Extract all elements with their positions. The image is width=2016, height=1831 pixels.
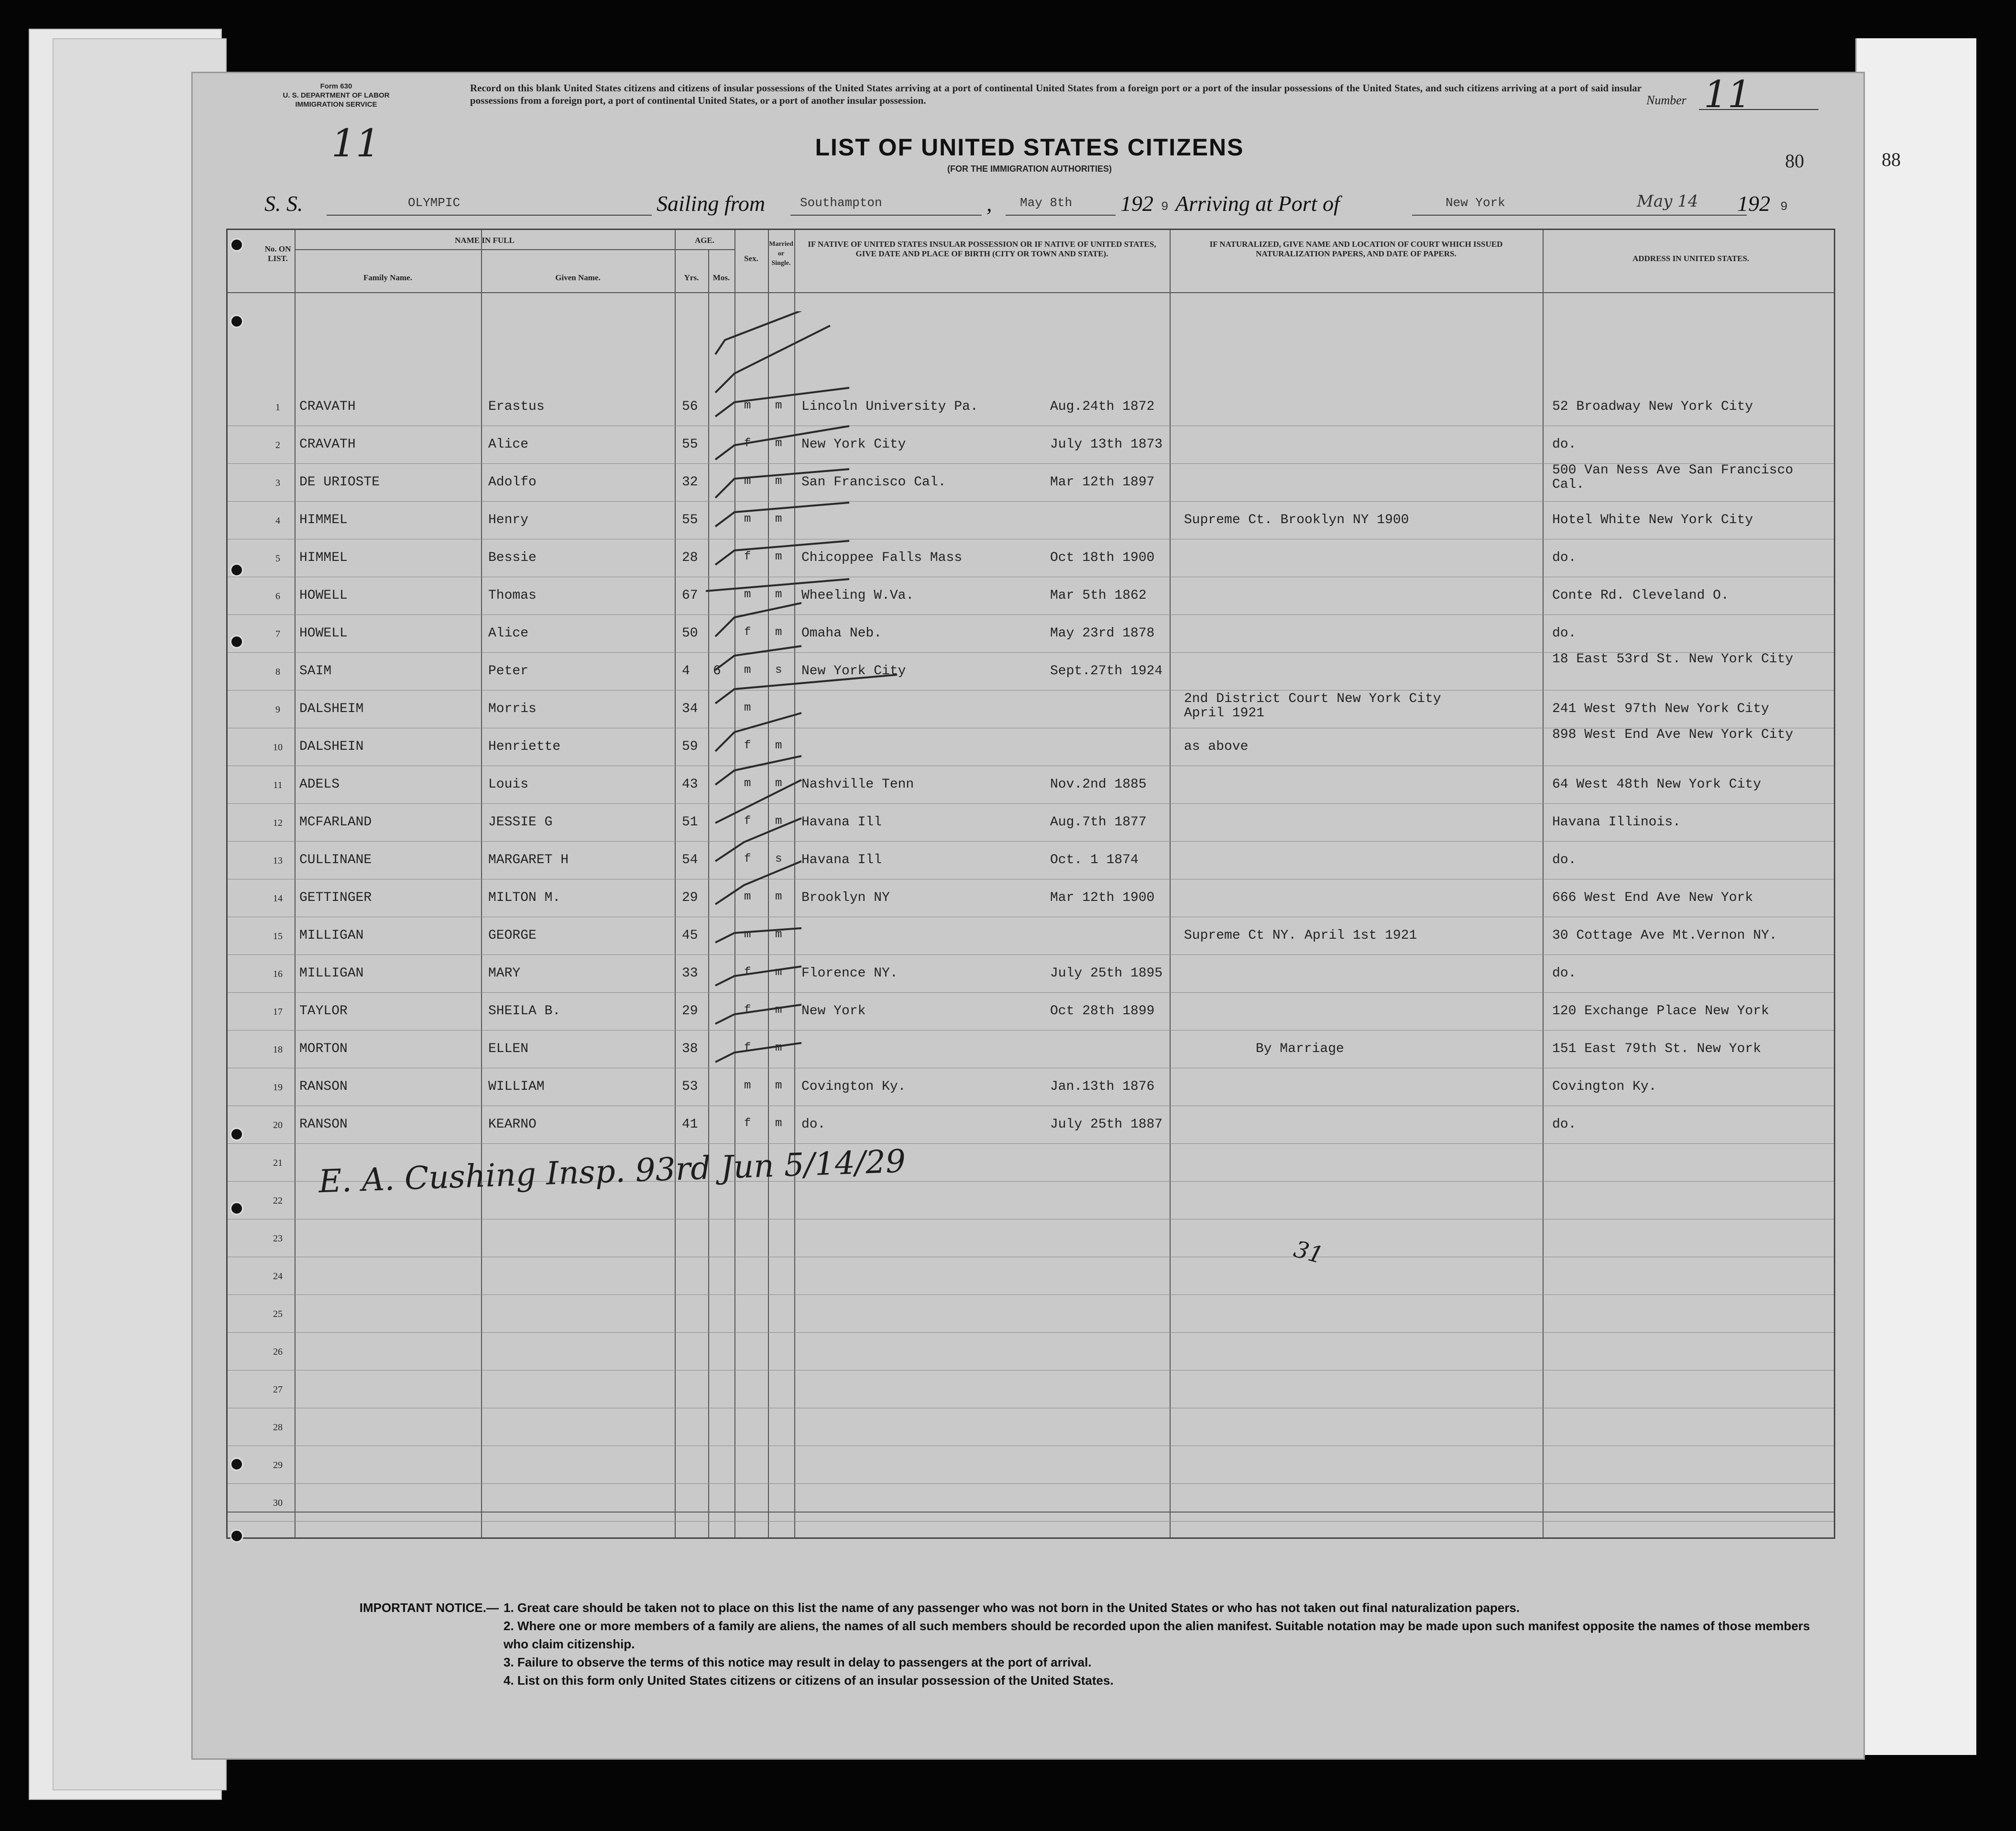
cell-married-single: s <box>775 853 782 866</box>
binder-hole <box>230 315 243 328</box>
cell-birth-date: Mar 12th 1900 <box>1050 890 1155 905</box>
cell-address: Conte Rd. Cleveland O. <box>1552 588 1729 603</box>
cell-married-single: m <box>775 437 782 450</box>
cell-birth-date: Mar 5th 1862 <box>1050 588 1147 603</box>
cell-married-single: m <box>775 890 782 903</box>
row-number: 4 <box>275 515 280 526</box>
row-number: 3 <box>275 478 280 488</box>
cell-family: HIMMEL <box>299 513 348 527</box>
cell-address: 500 Van Ness Ave San Francisco Cal. <box>1552 463 1794 492</box>
sailing-port-underline <box>790 215 982 216</box>
cell-family: CRAVATH <box>299 437 356 452</box>
cell-married-single: m <box>775 513 782 526</box>
name-subdivider <box>295 249 675 250</box>
arrival-underline <box>1412 215 1747 216</box>
cell-sex: f <box>744 739 751 752</box>
cell-sex: f <box>744 853 751 866</box>
cell-sex: m <box>744 588 751 601</box>
header-age: AGE. <box>694 236 715 245</box>
cell-yrs: 67 <box>682 588 698 603</box>
notice-item: 4. List on this form only United States citizens or citizens of an insular possession of the United States. <box>504 1673 1114 1688</box>
check-mark <box>715 326 830 393</box>
row-rule <box>228 501 1834 502</box>
cell-birth-place: San Francisco Cal. <box>801 475 946 490</box>
cell-address: do. <box>1552 1117 1577 1132</box>
sheet-mark: 11 <box>331 121 380 165</box>
cell-married-single: m <box>775 399 782 412</box>
cell-married-single: m <box>775 626 782 639</box>
cell-birth-place: Nashville Tenn <box>801 777 914 792</box>
cell-married-single: m <box>775 739 782 752</box>
row-number: 24 <box>273 1271 283 1282</box>
cell-address: 30 Cottage Ave Mt.Vernon NY. <box>1552 928 1777 943</box>
checkmarks <box>706 311 945 1182</box>
form-header <box>264 82 408 109</box>
col-divider <box>675 230 676 1537</box>
cell-given: Louis <box>488 777 529 792</box>
cell-family: SAIM <box>299 664 332 679</box>
cell-given: Peter <box>488 664 529 679</box>
cell-married-single: m <box>775 475 782 488</box>
binder-hole <box>230 1529 243 1543</box>
row-number: 5 <box>275 553 280 564</box>
row-number: 10 <box>273 742 283 753</box>
col-divider <box>1543 230 1544 1537</box>
header-no: No. ON LIST. <box>264 244 291 263</box>
form-department: U. S. DEPARTMENT OF LABOR <box>283 91 390 99</box>
cell-married-single: s <box>775 664 782 677</box>
header-address: ADDRESS IN UNITED STATES. <box>1632 254 1750 263</box>
check-mark <box>706 579 849 593</box>
cell-birth-place: Lincoln University Pa. <box>801 399 978 414</box>
cell-given: Thomas <box>488 588 537 603</box>
cell-yrs: 32 <box>682 475 698 490</box>
cell-family: MORTON <box>299 1042 348 1056</box>
notice-items <box>504 1599 1823 1689</box>
col-divider <box>295 230 296 1537</box>
cell-birth-date: Oct 28th 1899 <box>1050 1004 1155 1019</box>
row-rule <box>228 1030 1834 1031</box>
cell-sex: f <box>744 1042 751 1054</box>
sailing-year-digit: 9 <box>1161 199 1169 214</box>
cell-address: 666 West End Ave New York <box>1552 890 1753 905</box>
header-yrs: Yrs. <box>684 273 699 282</box>
cell-yrs: 54 <box>682 853 698 867</box>
cell-married-single: m <box>775 550 782 563</box>
check-mark <box>715 713 801 751</box>
check-mark <box>715 469 849 498</box>
cell-family: TAYLOR <box>299 1004 348 1019</box>
manifest-sheet <box>191 72 1865 1760</box>
check-mark <box>715 928 801 943</box>
row-number: 28 <box>273 1422 283 1433</box>
cell-given: JESSIE G <box>488 815 553 830</box>
check-mark <box>715 503 849 526</box>
cell-birth-place: Havana Ill <box>801 815 882 830</box>
cell-address: 64 West 48th New York City <box>1552 777 1761 792</box>
row-rule <box>228 1370 1834 1371</box>
cell-address: Havana Illinois. <box>1552 815 1681 830</box>
cell-given: Adolfo <box>488 475 537 490</box>
cell-family: DE URIOSTE <box>299 475 380 490</box>
age-subdivider <box>675 249 734 250</box>
passenger-table <box>226 229 1835 1539</box>
cell-address: 52 Broadway New York City <box>1552 399 1753 414</box>
row-rule <box>228 1332 1834 1333</box>
row-number: 29 <box>273 1460 283 1470</box>
check-mark <box>715 818 801 861</box>
page-subtitle: (FOR THE IMMIGRATION AUTHORITIES) <box>947 164 1112 174</box>
notice-label: IMPORTANT NOTICE.— <box>359 1601 499 1615</box>
check-mark <box>715 646 801 670</box>
check-mark <box>715 780 801 823</box>
row-rule <box>228 1521 1834 1522</box>
cell-sex: f <box>744 626 751 639</box>
row-rule <box>228 1143 1834 1144</box>
cell-sex: m <box>744 475 751 488</box>
cell-sex: f <box>744 1117 751 1130</box>
cell-birth-place: do. <box>801 1117 826 1132</box>
row-number: 26 <box>273 1347 283 1357</box>
row-rule <box>228 690 1834 691</box>
cell-married-single: m <box>775 966 782 979</box>
stamp-number-right: 88 <box>1882 149 1901 170</box>
row-rule <box>228 841 1834 842</box>
cell-married-single: m <box>775 815 782 828</box>
sailing-label: Sailing from <box>657 191 766 216</box>
cell-sex: m <box>744 664 751 677</box>
cell-address: do. <box>1552 550 1577 565</box>
cell-address: Covington Ky. <box>1552 1079 1657 1094</box>
cell-sex: m <box>744 702 751 714</box>
cell-family: MILLIGAN <box>299 928 364 943</box>
row-number: 14 <box>273 893 283 904</box>
col-divider <box>481 230 482 1537</box>
row-rule <box>228 803 1834 804</box>
cell-naturalized: 2nd District Court New York City April 1921 <box>1184 691 1441 721</box>
cell-given: GEORGE <box>488 928 537 943</box>
check-mark <box>715 1043 801 1062</box>
cell-naturalized: Supreme Ct. Brooklyn NY 1900 <box>1184 513 1409 527</box>
cell-family: RANSON <box>299 1079 348 1094</box>
cell-birth-place: Omaha Neb. <box>801 626 882 641</box>
cell-address: 18 East 53rd St. New York City <box>1552 652 1794 667</box>
row-number: 25 <box>273 1309 283 1319</box>
row-number: 27 <box>273 1384 283 1395</box>
cell-mos: 6 <box>713 664 721 679</box>
record-instructions: Record on this blank United States citizens and citizens of insular possessions of the United States arriving at a port of continental United States from a foreign port or a port of the insular possessions of the United States, and such citizens arriving at a port of said insular possessions from a foreign port, a port of continental United States, or a port of another insular possession. <box>470 82 1642 106</box>
cell-given: Erastus <box>488 399 545 414</box>
row-number: 2 <box>275 440 280 450</box>
row-number: 16 <box>273 969 283 979</box>
cell-address: do. <box>1552 626 1577 641</box>
row-number: 30 <box>273 1498 283 1508</box>
cell-birth-place: New York <box>801 1004 866 1019</box>
cell-yrs: 29 <box>682 890 698 905</box>
sailing-year-prefix: 192 <box>1120 191 1153 216</box>
cell-yrs: 56 <box>682 399 698 414</box>
arrival-port: New York <box>1446 196 1505 210</box>
check-mark <box>715 388 849 417</box>
cell-birth-place: New York City <box>801 664 906 679</box>
cell-given: Alice <box>488 437 529 452</box>
cell-sex: m <box>744 513 751 526</box>
row-rule <box>228 992 1834 993</box>
cell-yrs: 51 <box>682 815 698 830</box>
row-rule <box>228 954 1834 955</box>
cell-sex: m <box>744 928 751 941</box>
header-name-in-full: NAME IN FULL <box>455 236 515 245</box>
cell-birth-date: July 25th 1895 <box>1050 966 1163 981</box>
cell-birth-place: Havana Ill <box>801 853 882 867</box>
cell-yrs: 55 <box>682 437 698 452</box>
cell-family: RANSON <box>299 1117 348 1132</box>
stamp-number-left: 80 <box>1785 150 1804 172</box>
cell-sex: f <box>744 437 751 450</box>
cell-birth-place: New York City <box>801 437 906 452</box>
number-value: 11 <box>1704 73 1752 116</box>
row-number: 15 <box>273 931 283 942</box>
cell-birth-place: Covington Ky. <box>801 1079 906 1094</box>
cell-birth-date: July 13th 1873 <box>1050 437 1163 452</box>
sailing-port: Southampton <box>800 196 882 210</box>
cell-married-single: m <box>775 588 782 601</box>
col-divider <box>1170 230 1171 1537</box>
cell-birth-place: Florence NY. <box>801 966 898 981</box>
cell-given: SHEILA B. <box>488 1004 561 1019</box>
cell-family: CULLINANE <box>299 853 372 867</box>
cell-married-single: m <box>775 1079 782 1092</box>
cell-yrs: 59 <box>682 739 698 754</box>
adjacent-page <box>1855 38 1976 1755</box>
cell-birth-date: Oct. 1 1874 <box>1050 853 1139 867</box>
check-mark <box>715 541 849 565</box>
cell-yrs: 33 <box>682 966 698 981</box>
check-mark <box>715 675 897 703</box>
ship-underline <box>327 215 652 216</box>
row-number: 17 <box>273 1007 283 1017</box>
notice-item: 1. Great care should be taken not to place on this list the name of any passenger who was not born in the United States or who has not taken out final naturalization papers. <box>504 1601 1520 1615</box>
cell-birth-date: Aug.7th 1877 <box>1050 815 1147 830</box>
header-married-single: Married or Single. <box>769 241 793 267</box>
row-number: 13 <box>273 855 283 866</box>
ship-name: OLYMPIC <box>408 196 460 210</box>
cell-married-single: m <box>775 777 782 790</box>
header-family-name: Family Name. <box>363 273 412 282</box>
cell-yrs: 29 <box>682 1004 698 1019</box>
cell-birth-place: Brooklyn NY <box>801 890 890 905</box>
cell-birth-date: Jan.13th 1876 <box>1050 1079 1155 1094</box>
arrival-date: May 14 <box>1637 192 1698 211</box>
cell-family: DALSHEIM <box>299 702 364 716</box>
cell-birth-date: Sept.27th 1924 <box>1050 664 1163 679</box>
cell-yrs: 53 <box>682 1079 698 1094</box>
row-number: 7 <box>275 629 280 639</box>
cell-family: MILLIGAN <box>299 966 364 981</box>
cell-naturalized: Supreme Ct NY. April 1st 1921 <box>1184 928 1417 943</box>
page-title: LIST OF UNITED STATES CITIZENS <box>815 134 1244 161</box>
row-number: 18 <box>273 1044 283 1055</box>
cell-given: MILTON M. <box>488 890 561 905</box>
row-rule <box>228 1294 1834 1295</box>
row-number: 6 <box>275 591 280 602</box>
cell-family: HOWELL <box>299 626 348 641</box>
header-given-name: Given Name. <box>555 273 601 282</box>
header-naturalized: IF NATURALIZED, GIVE NAME AND LOCATION OF COURT WHICH ISSUED NATURALIZATION PAPERS, AND DATE OF PAPERS. <box>1209 240 1503 258</box>
cell-yrs: 34 <box>682 702 698 716</box>
cell-married-single: m <box>775 1117 782 1130</box>
check-mark <box>715 861 801 904</box>
header-sex: Sex. <box>744 254 758 263</box>
cell-family: ADELS <box>299 777 340 792</box>
arrival-year-prefix: 192 <box>1737 191 1770 216</box>
check-mark <box>715 1005 801 1024</box>
cell-yrs: 38 <box>682 1042 698 1056</box>
cell-birth-date: Mar 12th 1897 <box>1050 475 1155 490</box>
header-mos: Mos. <box>712 273 730 282</box>
cell-given: Morris <box>488 702 537 716</box>
cell-yrs: 55 <box>682 513 698 527</box>
cell-address: do. <box>1552 853 1577 867</box>
binder-hole <box>230 563 243 577</box>
cell-birth-date: May 23rd 1878 <box>1050 626 1155 641</box>
cell-sex: m <box>744 777 751 790</box>
row-number: 19 <box>273 1082 283 1093</box>
cell-yrs: 4 <box>682 664 690 679</box>
cell-family: HIMMEL <box>299 550 348 565</box>
notice-item: 3. Failure to observe the terms of this notice may result in delay to passengers at the port of arrival. <box>504 1655 1092 1669</box>
cell-birth-place: Wheeling W.Va. <box>801 588 914 603</box>
cell-birth-date: July 25th 1887 <box>1050 1117 1163 1132</box>
cell-yrs: 50 <box>682 626 698 641</box>
number-label: Number <box>1646 93 1687 107</box>
cell-sex: f <box>744 815 751 828</box>
cell-birth-date: Nov.2nd 1885 <box>1050 777 1147 792</box>
cell-yrs: 41 <box>682 1117 698 1132</box>
cell-given: Henriette <box>488 739 561 754</box>
row-number: 20 <box>273 1120 283 1130</box>
header-native: IF NATIVE OF UNITED STATES INSULAR POSSESSION OR IF NATIVE OF UNITED STATES, GIVE DATE AND PLACE OF BIRTH (CITY OR TOWN AND STATE). <box>808 240 1156 258</box>
check-mark <box>715 311 849 354</box>
ss-label: S. S. <box>264 191 303 216</box>
cell-address: 898 West End Ave New York City <box>1552 727 1794 742</box>
cell-yrs: 28 <box>682 550 698 565</box>
comma-1: , <box>986 191 992 216</box>
binder-hole <box>230 238 243 252</box>
row-number: 11 <box>273 780 283 790</box>
cell-married-single: m <box>775 928 782 941</box>
cell-family: HOWELL <box>299 588 348 603</box>
row-rule <box>228 1483 1834 1484</box>
cell-address: 241 West 97th New York City <box>1552 702 1769 716</box>
cell-family: MCFARLAND <box>299 815 372 830</box>
header-divider <box>228 292 1834 293</box>
cell-married-single: m <box>775 1042 782 1054</box>
row-number: 22 <box>273 1195 283 1206</box>
cell-given: KEARNO <box>488 1117 537 1132</box>
cell-given: MARGARET H <box>488 853 569 867</box>
row-number: 21 <box>273 1158 283 1168</box>
binder-hole <box>230 1128 243 1141</box>
cell-family: CRAVATH <box>299 399 356 414</box>
binder-hole <box>230 1202 243 1215</box>
cell-given: Henry <box>488 513 529 527</box>
cell-address: 151 East 79th St. New York <box>1552 1042 1761 1056</box>
cell-given: Bessie <box>488 550 537 565</box>
check-mark <box>715 756 801 785</box>
table-bottom-rule <box>228 1512 1834 1513</box>
inspector-note: E. A. Cushing Insp. 93rd Jun 5/14/29 <box>318 1142 907 1200</box>
cell-birth-date: Oct 18th 1900 <box>1050 550 1155 565</box>
cell-family: DALSHEIN <box>299 739 364 754</box>
sailing-date: May 8th <box>1020 196 1073 210</box>
margin-mark: 31 <box>1291 1236 1326 1269</box>
cell-sex: m <box>744 890 751 903</box>
arriving-label: Arriving at Port of <box>1175 191 1340 216</box>
cell-given: WILLIAM <box>488 1079 545 1094</box>
cell-family: GETTINGER <box>299 890 372 905</box>
cell-yrs: 43 <box>682 777 698 792</box>
cell-birth-place: Chicoppee Falls Mass <box>801 550 963 565</box>
cell-naturalized: as above <box>1184 739 1249 754</box>
number-underline <box>1699 109 1819 110</box>
check-mark <box>715 966 801 986</box>
check-mark <box>715 426 849 460</box>
row-number: 8 <box>275 667 280 677</box>
cell-birth-date: Aug.24th 1872 <box>1050 399 1155 414</box>
cell-address: do. <box>1552 966 1577 981</box>
notice-item: 2. Where one or more members of a family are aliens, the names of all such members should be recorded upon the alien manifest. Suitable notation may be made upon such manifest opposite the names of those members who claim citizenship. <box>504 1619 1810 1651</box>
row-rule <box>228 614 1834 615</box>
cell-sex: f <box>744 1004 751 1017</box>
binder-hole <box>230 635 243 648</box>
cell-sex: m <box>744 1079 751 1092</box>
cell-address: 120 Exchange Place New York <box>1552 1004 1769 1019</box>
cell-naturalized: By Marriage <box>1256 1042 1344 1056</box>
row-number: 12 <box>273 818 283 828</box>
sailing-date-underline <box>1006 215 1116 216</box>
cell-given: Alice <box>488 626 529 641</box>
arrival-year-digit: 9 <box>1780 199 1788 214</box>
binder-hole <box>230 1458 243 1471</box>
cell-sex: m <box>744 399 751 412</box>
row-number: 1 <box>275 402 280 413</box>
cell-address: Hotel White New York City <box>1552 513 1753 527</box>
voyage-line <box>264 186 1788 219</box>
cell-address: do. <box>1552 437 1577 452</box>
cell-yrs: 45 <box>682 928 698 943</box>
cell-sex: f <box>744 550 751 563</box>
cell-given: MARY <box>488 966 521 981</box>
form-number: Form 630 <box>320 82 352 90</box>
form-service: IMMIGRATION SERVICE <box>295 100 377 109</box>
check-mark <box>715 603 801 636</box>
cell-married-single: m <box>775 1004 782 1017</box>
cell-sex: f <box>744 966 751 979</box>
row-number: 23 <box>273 1233 283 1244</box>
cell-given: ELLEN <box>488 1042 529 1056</box>
row-number: 9 <box>275 704 280 715</box>
